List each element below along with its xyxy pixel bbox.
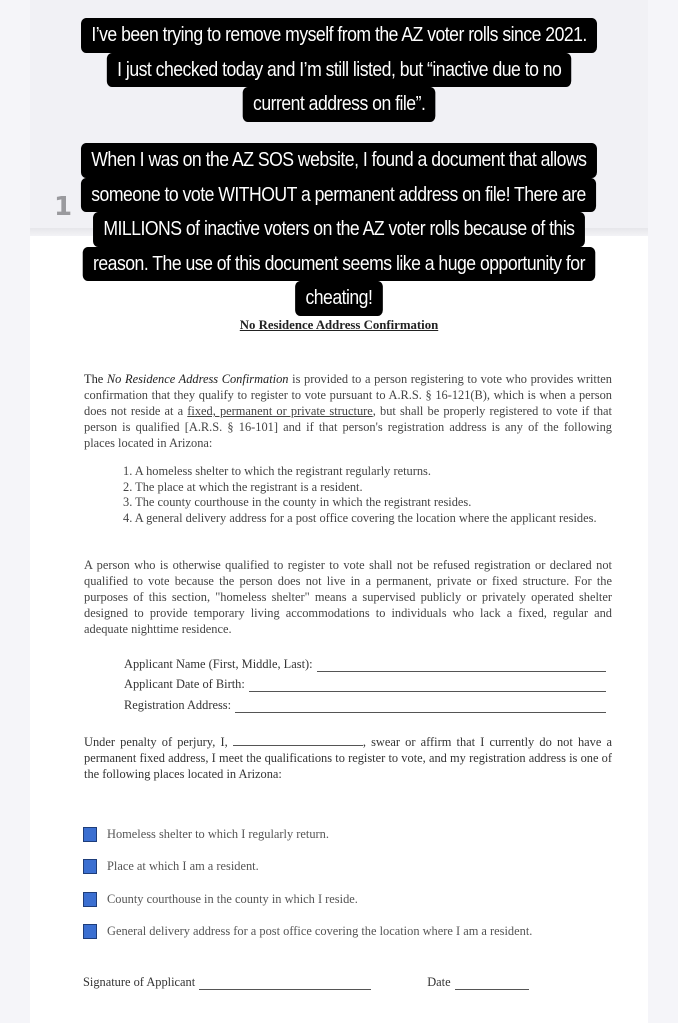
caption-line: cheating!	[295, 281, 383, 316]
applicant-dob-label: Applicant Date of Birth:	[124, 677, 245, 691]
intro-text: is provided to a person registering to vote who provides written confirmation that they qualify to register to vote pursuant to A.R.S. § 16-121(B), which is when a person does not reside at a	[84, 372, 613, 419]
list-item: 4. A general delivery address for a post office covering the location where the applicant resides.	[123, 511, 597, 526]
caption-line: When I was on the AZ SOS website, I found a document that allows	[81, 143, 597, 178]
intro-lead: The	[84, 372, 107, 386]
caption-line: MILLIONS of inactive voters on the AZ voter rolls because of this	[93, 212, 585, 247]
date-field[interactable]	[455, 978, 529, 990]
signature-field[interactable]	[199, 978, 371, 990]
document-title: No Residence Address Confirmation	[239, 318, 439, 332]
list-item: 3. The county courthouse in the county in which the registrant resides.	[123, 495, 472, 510]
caption-line: current address on file”.	[243, 87, 436, 122]
address-type-checkboxes	[83, 818, 532, 948]
definition-paragraph: A person who is otherwise qualified to register to vote shall not be refused registration or declared not qualified to vote because the person does not live in a permanent, private or fixed structure. For the purposes of this section, "homeless shelter" means a supervised publicly or privately operated shelter designed to provide temporary living accommodations to individuals who lack a fixed, regular and adequate nighttime residence.	[84, 558, 612, 637]
caption-line: I just checked today and I’m still listed, but “inactive due to no	[107, 53, 572, 88]
intro-text-end: , but shall be properly registered to vote if that person is qualified [A.R.S. § 16-101] and if that person's registration address is any of the following places located in Arizona:	[84, 404, 612, 451]
intro-paragraph	[84, 371, 612, 451]
checkbox-label: Homeless shelter to which I regularly return.	[107, 826, 329, 841]
checkbox-label: Place at which I am a resident.	[107, 859, 259, 874]
signature-label: Signature of Applicant	[83, 975, 196, 989]
registration-address-row	[124, 692, 606, 713]
checkbox-homeless-shelter[interactable]	[83, 827, 97, 842]
oath-paragraph	[84, 734, 612, 782]
caption-line: reason. The use of this document seems like a huge opportunity for	[83, 247, 596, 282]
date-label: Date	[427, 975, 451, 989]
checkbox-county-courthouse[interactable]	[83, 892, 97, 907]
oath-text-end: , swear or affirm that I currently do not have a permanent fixed address, I meet the qualifications to register to vote, and my registration address is one of the following places located in Arizona:	[84, 735, 612, 782]
applicant-dob-field[interactable]	[249, 680, 606, 692]
checkbox-row[interactable]	[83, 851, 532, 884]
applicant-fields	[124, 651, 606, 713]
caption-overlay-second	[0, 143, 678, 316]
checkbox-label: County courthouse in the county in which I reside.	[107, 891, 358, 906]
qualifying-places-list	[123, 464, 613, 527]
registration-address-label: Registration Address:	[124, 697, 232, 712]
signature-row	[83, 975, 543, 990]
registration-address-field[interactable]	[235, 701, 606, 713]
checkbox-label: General delivery address for a post office covering the location where I am a resident.	[107, 924, 533, 939]
applicant-name-label: Applicant Name (First, Middle, Last):	[124, 656, 313, 671]
checkbox-place-of-residence[interactable]	[83, 859, 97, 874]
caption-line: I’ve been trying to remove myself from the AZ voter rolls since 2021.	[81, 18, 597, 53]
caption-line: someone to vote WITHOUT a permanent address on file! There are	[81, 178, 596, 213]
oath-name-field[interactable]	[233, 735, 363, 746]
oath-text-start: Under penalty of perjury, I,	[84, 735, 233, 749]
applicant-name-row	[124, 651, 606, 672]
checkbox-row[interactable]	[83, 818, 532, 851]
checkbox-row[interactable]	[83, 883, 532, 916]
intro-underlined-phrase: fixed, permanent or private structure	[187, 404, 373, 419]
page-number: 1	[54, 192, 73, 222]
applicant-dob-row	[124, 672, 606, 693]
checkbox-row[interactable]	[83, 916, 532, 949]
list-item: 1. A homeless shelter to which the registrant regularly returns.	[123, 464, 431, 478]
list-item: 2. The place at which the registrant is a resident.	[123, 479, 363, 494]
caption-overlay-first	[0, 18, 678, 122]
checkbox-general-delivery[interactable]	[83, 924, 97, 939]
intro-form-name: No Residence Address Confirmation	[106, 372, 289, 386]
applicant-name-field[interactable]	[317, 660, 606, 672]
